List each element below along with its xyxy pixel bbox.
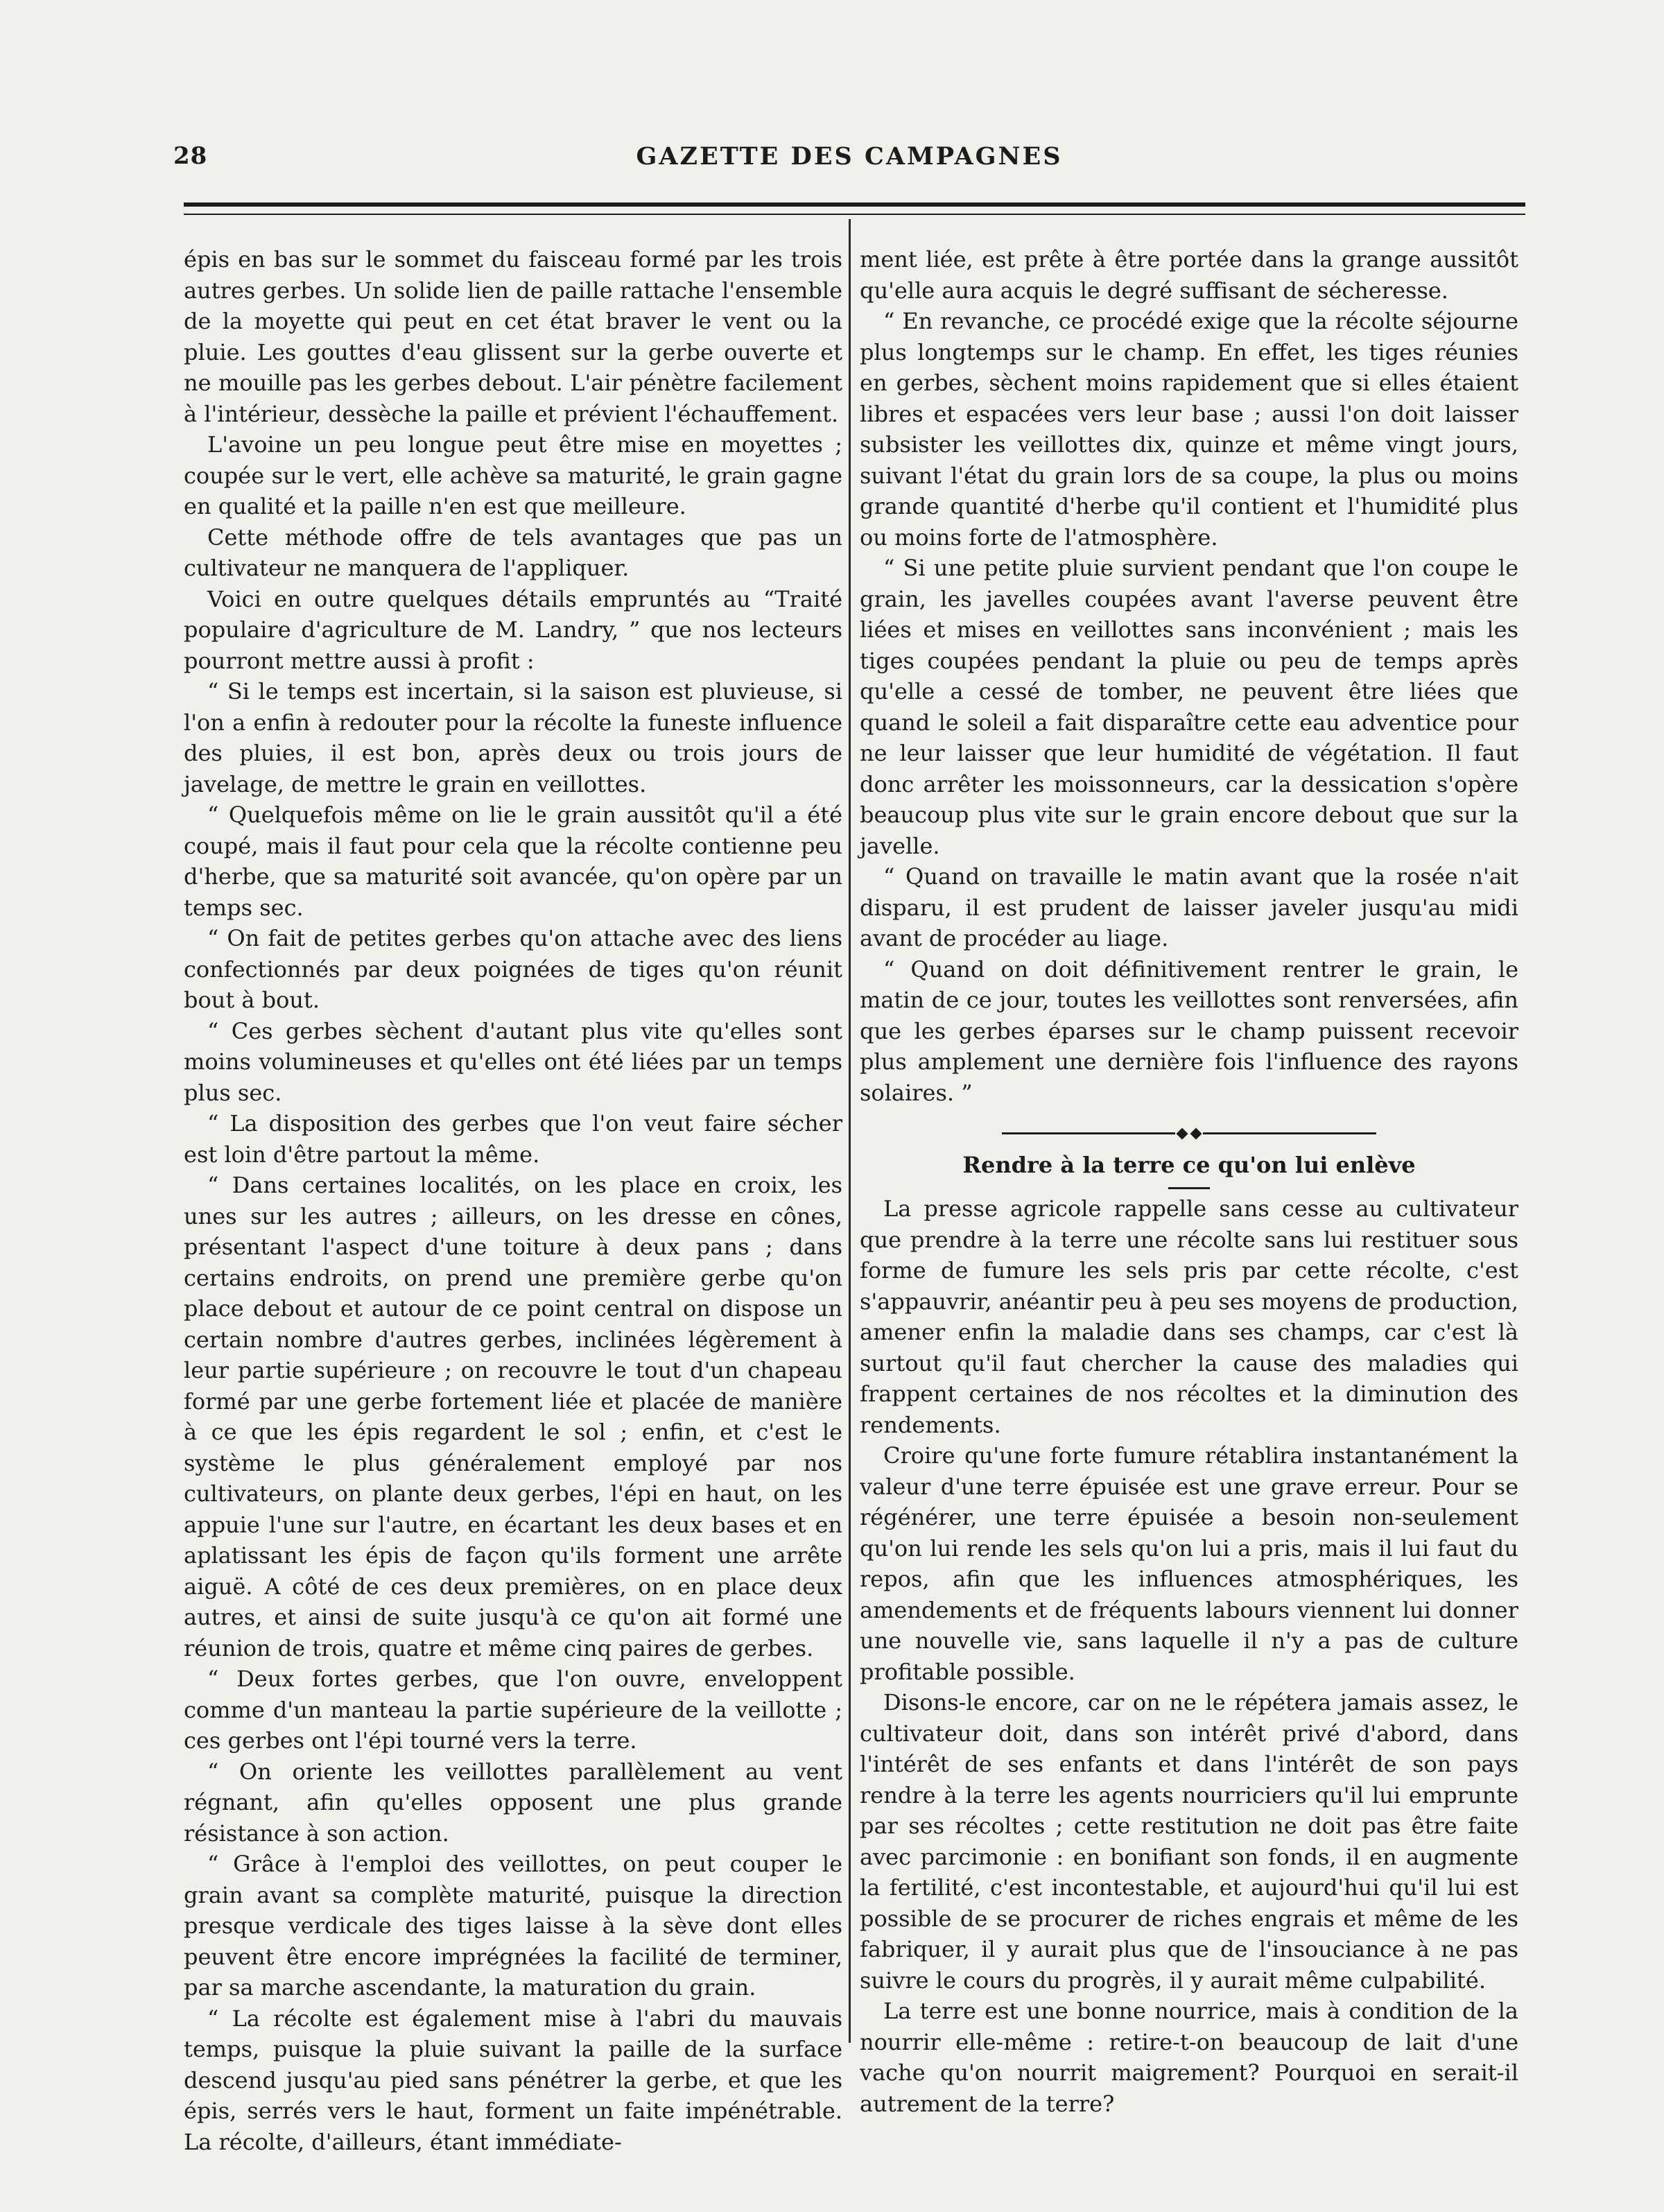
paragraph: “ En revanche, ce procédé exige que la récolte séjourne plus longtemps sur le champ. En effet, les tiges réunies en gerbes, sèchent moins rapidement que si elles étaient libres et espacées vers leur base ; aussi l'on doit laisser subsister les veillottes dix, quinze et même vingt jours, suivant l'état du grain lors de sa coupe, la plus ou moins grande quantité d'herbe qu'il contient et l'humidité plus ou moins forte de l'atmosphère. — [860, 308, 1518, 551]
paragraph: “ Si une petite pluie survient pendant que l'on coupe le grain, les javelles coupées avant l'averse peuvent être liées et mises en veillottes sans inconvénient ; mais les tiges coupées pendant la pluie ou peu de temps après qu'elle a cessé de tomber, ne peuvent être liées que quand le soleil a fait disparaître cette eau adventice pour ne leur laisser que leur humidité de végétation. Il faut donc arrêter les moissonneurs, car la dessication s'opère beaucoup plus vite sur le grain encore debout que sur la javelle. — [860, 555, 1518, 859]
page-number: 28 — [173, 142, 208, 170]
paragraph: Croire qu'une forte fumure rétablira instantanément la valeur d'une terre épuisée est une grave erreur. Pour se régénérer, une terre épuisée a besoin non-seulement qu'on lui rende les sels qu'on lui a pris, mais il lui faut du repos, afin que les influences atmosphériques, les amendements et de fréquents labours viennent lui donner une nouvelle vie, sans laquelle il n'y a pas de culture profitable possible. — [860, 1442, 1518, 1685]
column-divider — [849, 219, 851, 2043]
paragraph: “ Quelquefois même on lie le grain aussitôt qu'il a été coupé, mais il faut pour cela que la récolte contienne peu d'herbe, que sa maturité soit avancée, qu'on opère par un temps sec. — [184, 802, 842, 921]
paragraph: “ Grâce à l'emploi des veillottes, on peut couper le grain avant sa complète maturité, puisque la direction presque verdicale des tiges laisse à la sève dont elles peuvent être encore imprégnées la facilité de terminer, par sa marche ascendante, la maturation du grain. — [184, 1851, 842, 2001]
ornament-dot — [1190, 1127, 1202, 1139]
header-rule-thick — [184, 202, 1525, 207]
paragraph: “ La récolte est également mise à l'abri du mauvais temps, puisque la pluie suivant la paille de la surface descend jusqu'au pied sans pénétrer la gerbe, et que les épis, serrés vers le haut, forment un faite impénétrable. La récolte, d'ailleurs, étant immédiate- — [184, 2005, 842, 2155]
ornament-dot — [1177, 1127, 1188, 1139]
section-title-rule — [1168, 1187, 1210, 1189]
paragraph: “ Dans certaines localités, on les place en croix, les unes sur les autres ; ailleurs, on les dresse en cônes, présentant l'aspect d'une toiture à deux pans ; dans certains endroits, on prend une première gerbe qu'on place debout et autour de ce point central on dispose un certain nombre d'autres gerbes, inclinées légèrement à leur partie supérieure ; on recouvre le tout d'un chapeau formé par une gerbe fortement liée et placée de manière à ce que les épis regardent le sol ; enfin, et c'est le système le plus généralement employé par nos cultivateurs, on plante deux gerbes, l'épi en haut, on les appuie l'une sur l'autre, en écartant les deux bases et en aplatissant les épis de façon qu'ils forment une arrête aiguë. A côté de ces deux premières, on en place deux autres, et ainsi de suite jusqu'à ce qu'on ait formé une réunion de trois, quatre et même cinq paires de gerbes. — [184, 1172, 842, 1661]
page-header — [173, 142, 1525, 184]
ornament-bar — [1002, 1132, 1175, 1134]
paragraph: “ On fait de petites gerbes qu'on attache avec des liens confectionnés par deux poignées de tiges qu'on réunit bout à bout. — [184, 925, 842, 1013]
paragraph: “ Deux fortes gerbes, que l'on ouvre, enveloppent comme d'un manteau la partie supérieure de la veillotte ; ces gerbes ont l'épi tourné vers la terre. — [184, 1666, 842, 1754]
paragraph: “ Quand on doit définitivement rentrer le grain, le matin de ce jour, toutes les veillottes sont renversées, afin que les gerbes éparses sur le champ puissent recevoir plus amplement une dernière fois l'influence des rayons solaires. ” — [860, 956, 1518, 1106]
paragraph: “ La disposition des gerbes que l'on veut faire sécher est loin d'être partout la même. — [184, 1110, 842, 1168]
header-rule-thin — [184, 214, 1525, 215]
paragraph: Voici en outre quelques détails empruntés au “Traité populaire d'agriculture de M. Landry, ” que nos lecteurs pourront mettre aussi à profit : — [184, 585, 842, 674]
paragraph: La terre est une bonne nourrice, mais à condition de la nourrir elle-même : retire-t-on beaucoup de lait d'une vache qu'on nourrit maigrement? Pourquoi en serait-il autrement de la terre? — [860, 1998, 1518, 2117]
paragraph: L'avoine un peu longue peut être mise en moyettes ; coupée sur le vert, elle achève sa maturité, le grain gagne en qualité et la paille n'en est que meilleure. — [184, 431, 842, 519]
left-column — [184, 244, 842, 2157]
right-column — [860, 244, 1518, 2119]
paragraph: La presse agricole rappelle sans cesse au cultivateur que prendre à la terre une récolte sans lui restituer sous forme de fumure les sels pris par cette récolte, c'est s'appauvrir, anéantir peu à peu ses moyens de production, amener enfin la maladie dans ses champs, car c'est là surtout qu'il faut chercher la cause des maladies qui frappent certaines de nos récoltes et la diminution des rendements. — [860, 1195, 1518, 1438]
section-ornament — [860, 1118, 1518, 1146]
paragraph: “ Si le temps est incertain, si la saison est pluvieuse, si l'on a enfin à redouter pour la récolte la funeste influence des pluies, il est bon, après deux ou trois jours de javelage, de mettre le grain en veillottes. — [184, 678, 842, 797]
ornament-bar — [1203, 1132, 1376, 1134]
paragraph: “ Ces gerbes sèchent d'autant plus vite qu'elles sont moins volumineuses et qu'elles ont été liées par un temps plus sec. — [184, 1017, 842, 1106]
paragraph: Cette méthode offre de tels avantages que pas un cultivateur ne manquera de l'appliquer. — [184, 524, 842, 581]
journal-title: GAZETTE DES CAMPAGNES — [636, 142, 1063, 171]
paragraph: ment liée, est prête à être portée dans la grange aussitôt qu'elle aura acquis le degré suffisant de sécheresse. — [860, 246, 1518, 304]
paragraph: Disons-le encore, car on ne le répétera jamais assez, le cultivateur doit, dans son intérêt privé d'abord, dans l'intérêt de ses enfants et dans l'intérêt de son pays rendre à la terre les agents nourriciers qu'il lui emprunte par ses récoltes ; cette restitution ne doit pas être faite avec parcimonie : en bonifiant son fonds, il en augmente la fertilité, c'est incontestable, et aujourd'hui qu'il lui est possible de se procurer de riches engrais et même de les fabriquer, il y aurait plus que de l'insouciance à ne pas suivre le cours du progrès, il y aurait même culpabilité. — [860, 1689, 1518, 1994]
paragraph: “ Quand on travaille le matin avant que la rosée n'ait disparu, il est prudent de laisser javeler jusqu'au midi avant de procéder au liage. — [860, 863, 1518, 951]
paragraph: épis en bas sur le sommet du faisceau formé par les trois autres gerbes. Un solide lien de paille rattache l'ensemble de la moyette qui peut en cet état braver le vent ou la pluie. Les gouttes d'eau glissent sur la gerbe ouverte et ne mouille pas les gerbes debout. L'air pénètre facilement à l'intérieur, dessèche la paille et prévient l'échauffement. — [184, 246, 842, 427]
paragraph: “ On oriente les veillottes parallèlement au vent régnant, afin qu'elles opposent une plus grande résistance à son action. — [184, 1758, 842, 1847]
section-title: Rendre à la terre ce qu'on lui enlève — [962, 1152, 1416, 1178]
